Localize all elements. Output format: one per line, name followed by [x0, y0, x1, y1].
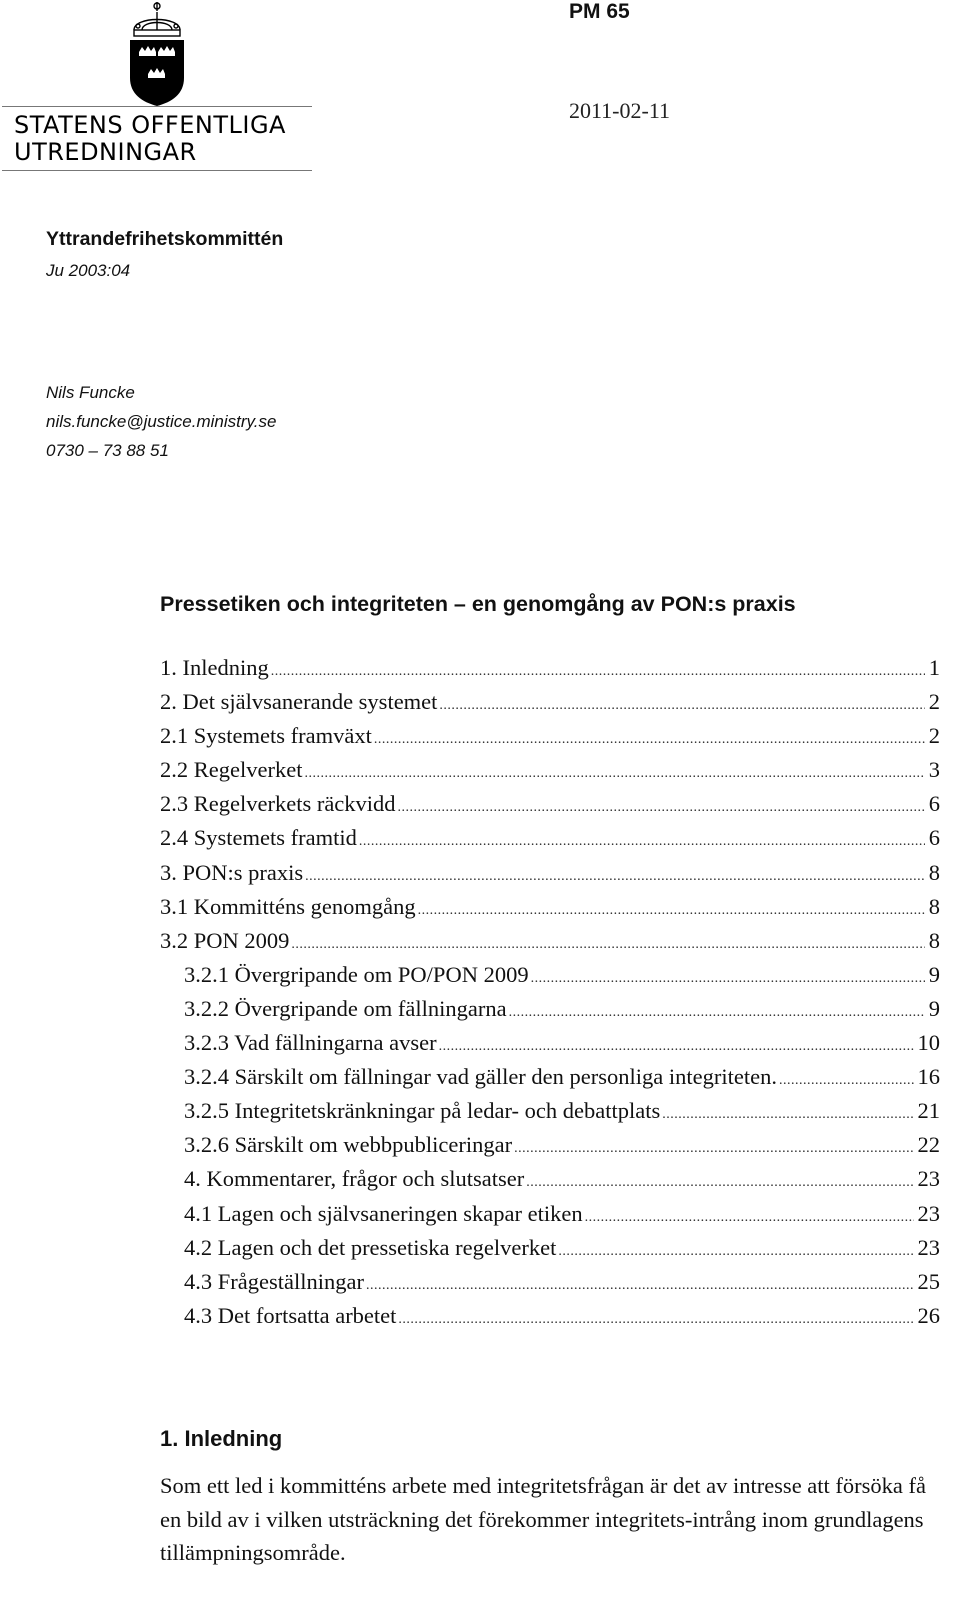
toc-entry[interactable]: [160, 685, 940, 719]
toc-entry-page: 2: [928, 723, 940, 749]
toc-entry-page: 25: [917, 1268, 940, 1294]
toc-entry-page: 8: [928, 859, 940, 885]
toc-leader-dots: [398, 791, 925, 825]
toc-leader-dots: [514, 1132, 913, 1166]
toc-entry-page: 8: [928, 927, 940, 953]
toc-leader-dots: [398, 1303, 913, 1337]
toc-leader-dots: [374, 723, 925, 757]
toc-entry-page: 9: [928, 995, 940, 1021]
toc-entry-page: 6: [928, 825, 940, 851]
toc-leader-dots: [291, 928, 924, 962]
toc-entry-label: 2.1 Systemets framväxt: [160, 723, 372, 749]
toc-entry[interactable]: [160, 1162, 940, 1196]
toc-entry-page: 16: [917, 1064, 940, 1090]
toc-entry-page: 3: [928, 757, 940, 783]
royal-crest-icon: [122, 0, 192, 108]
toc-entry[interactable]: [160, 856, 940, 890]
toc-entry-page: 21: [917, 1098, 940, 1124]
toc-entry[interactable]: [160, 1128, 940, 1162]
toc-entry[interactable]: [160, 1299, 940, 1333]
toc-entry-page: 10: [917, 1030, 940, 1056]
logo-line-1: STATENS OFFENTLIGA: [14, 111, 286, 139]
toc-entry-label: 3.2.6 Särskilt om webbpubliceringar: [184, 1132, 513, 1158]
toc-entry-page: 23: [917, 1200, 940, 1226]
toc-entry[interactable]: [160, 992, 940, 1026]
toc-entry[interactable]: [160, 890, 940, 924]
toc-entry-label: 2.2 Regelverket: [160, 757, 303, 783]
toc-entry-page: 9: [928, 961, 940, 987]
committee-name: Yttrandefrihetskommittén: [46, 228, 284, 250]
toc-entry-label: 3. PON:s praxis: [160, 859, 304, 885]
toc-entry[interactable]: [160, 1060, 940, 1094]
toc-entry-label: 3.1 Kommitténs genomgång: [160, 893, 416, 919]
toc-entry[interactable]: [160, 1197, 940, 1231]
toc-leader-dots: [526, 1166, 913, 1200]
toc-entry[interactable]: [160, 1094, 940, 1128]
toc-entry[interactable]: [160, 958, 940, 992]
toc-entry-label: 3.2.5 Integritetskränkningar på ledar- och debattplats: [184, 1098, 661, 1124]
toc-entry[interactable]: [160, 719, 940, 753]
toc-leader-dots: [531, 962, 925, 996]
toc-leader-dots: [509, 996, 925, 1030]
toc-entry-label: 4.3 Frågeställningar: [184, 1268, 364, 1294]
toc-entry-label: 4. Kommentarer, frågor och slutsatser: [184, 1166, 525, 1192]
toc-entry-label: 1. Inledning: [160, 655, 269, 680]
toc-leader-dots: [662, 1098, 913, 1132]
toc-entry[interactable]: [160, 821, 940, 855]
committee-reference: Ju 2003:04: [46, 261, 131, 280]
toc-entry-label: 3.2.3 Vad fällningarna avser: [184, 1030, 437, 1056]
toc-entry-page: 6: [928, 791, 940, 817]
toc-leader-dots: [558, 1235, 913, 1269]
toc-entry[interactable]: [160, 651, 940, 685]
toc-leader-dots: [271, 655, 925, 689]
toc-entry[interactable]: [160, 787, 940, 821]
memo-date: 2011-02-11: [569, 98, 671, 123]
toc-entry-label: 3.2.2 Övergripande om fällningarna: [184, 995, 507, 1021]
sou-logo: [2, 0, 314, 176]
toc-entry-label: 2.3 Regelverkets räckvidd: [160, 791, 396, 817]
toc-leader-dots: [585, 1201, 914, 1235]
author-phone: 0730 – 73 88 51: [46, 441, 169, 460]
toc-entry[interactable]: [160, 924, 940, 958]
toc-leader-dots: [366, 1269, 914, 1303]
toc-entry-page: 22: [917, 1132, 940, 1158]
logo-top-rule: [2, 106, 312, 107]
table-of-contents: [160, 651, 940, 1333]
document-title: Pressetiken och integriteten – en genomgång av PON:s praxis: [160, 592, 796, 616]
toc-entry[interactable]: [160, 1231, 940, 1265]
logo-bottom-rule: [2, 170, 312, 171]
toc-leader-dots: [779, 1064, 914, 1098]
toc-leader-dots: [418, 894, 925, 928]
section-body: Som ett led i kommitténs arbete med integritetsfrågan är det av intresse att försöka få en bild av i vilken utsträckning det förekommer integritets-intrång inom grundlagens tillämpningsområde.: [160, 1473, 926, 1565]
toc-leader-dots: [359, 825, 925, 859]
toc-entry-label: 3.2.1 Övergripande om PO/PON 2009: [184, 961, 529, 987]
logo-line-2: UTREDNINGAR: [14, 138, 197, 166]
toc-entry-label: 4.1 Lagen och självsaneringen skapar etiken: [184, 1200, 583, 1226]
toc-entry-label: 4.3 Det fortsatta arbetet: [184, 1302, 397, 1328]
toc-entry-page: 23: [917, 1166, 940, 1192]
toc-entry[interactable]: [160, 753, 940, 787]
toc-entry-page: 8: [928, 893, 940, 919]
author-name: Nils Funcke: [46, 383, 135, 402]
section-heading: 1. Inledning: [160, 1426, 283, 1451]
toc-entry[interactable]: [160, 1265, 940, 1299]
toc-leader-dots: [439, 1030, 914, 1064]
toc-entry-page: 2: [928, 689, 940, 715]
author-block: [46, 378, 276, 465]
author-email: nils.funcke@justice.ministry.se: [46, 412, 277, 431]
toc-entry-label: 3.2.4 Särskilt om fällningar vad gäller den personliga integriteten.: [184, 1064, 777, 1090]
toc-leader-dots: [305, 860, 925, 894]
toc-entry-label: 2. Det självsanerande systemet: [160, 689, 438, 715]
toc-entry-label: 4.2 Lagen och det pressetiska regelverket: [184, 1234, 557, 1260]
toc-leader-dots: [304, 757, 924, 791]
toc-entry-page: 23: [917, 1234, 940, 1260]
logo-wordmark: [14, 112, 314, 166]
toc-leader-dots: [439, 689, 924, 723]
toc-entry-page: 1: [928, 655, 940, 680]
toc-entry-label: 3.2 PON 2009: [160, 927, 290, 953]
toc-entry-label: 2.4 Systemets framtid: [160, 825, 357, 851]
pm-number: PM 65: [569, 0, 630, 23]
toc-entry-page: 26: [917, 1302, 940, 1328]
toc-entry[interactable]: [160, 1026, 940, 1060]
